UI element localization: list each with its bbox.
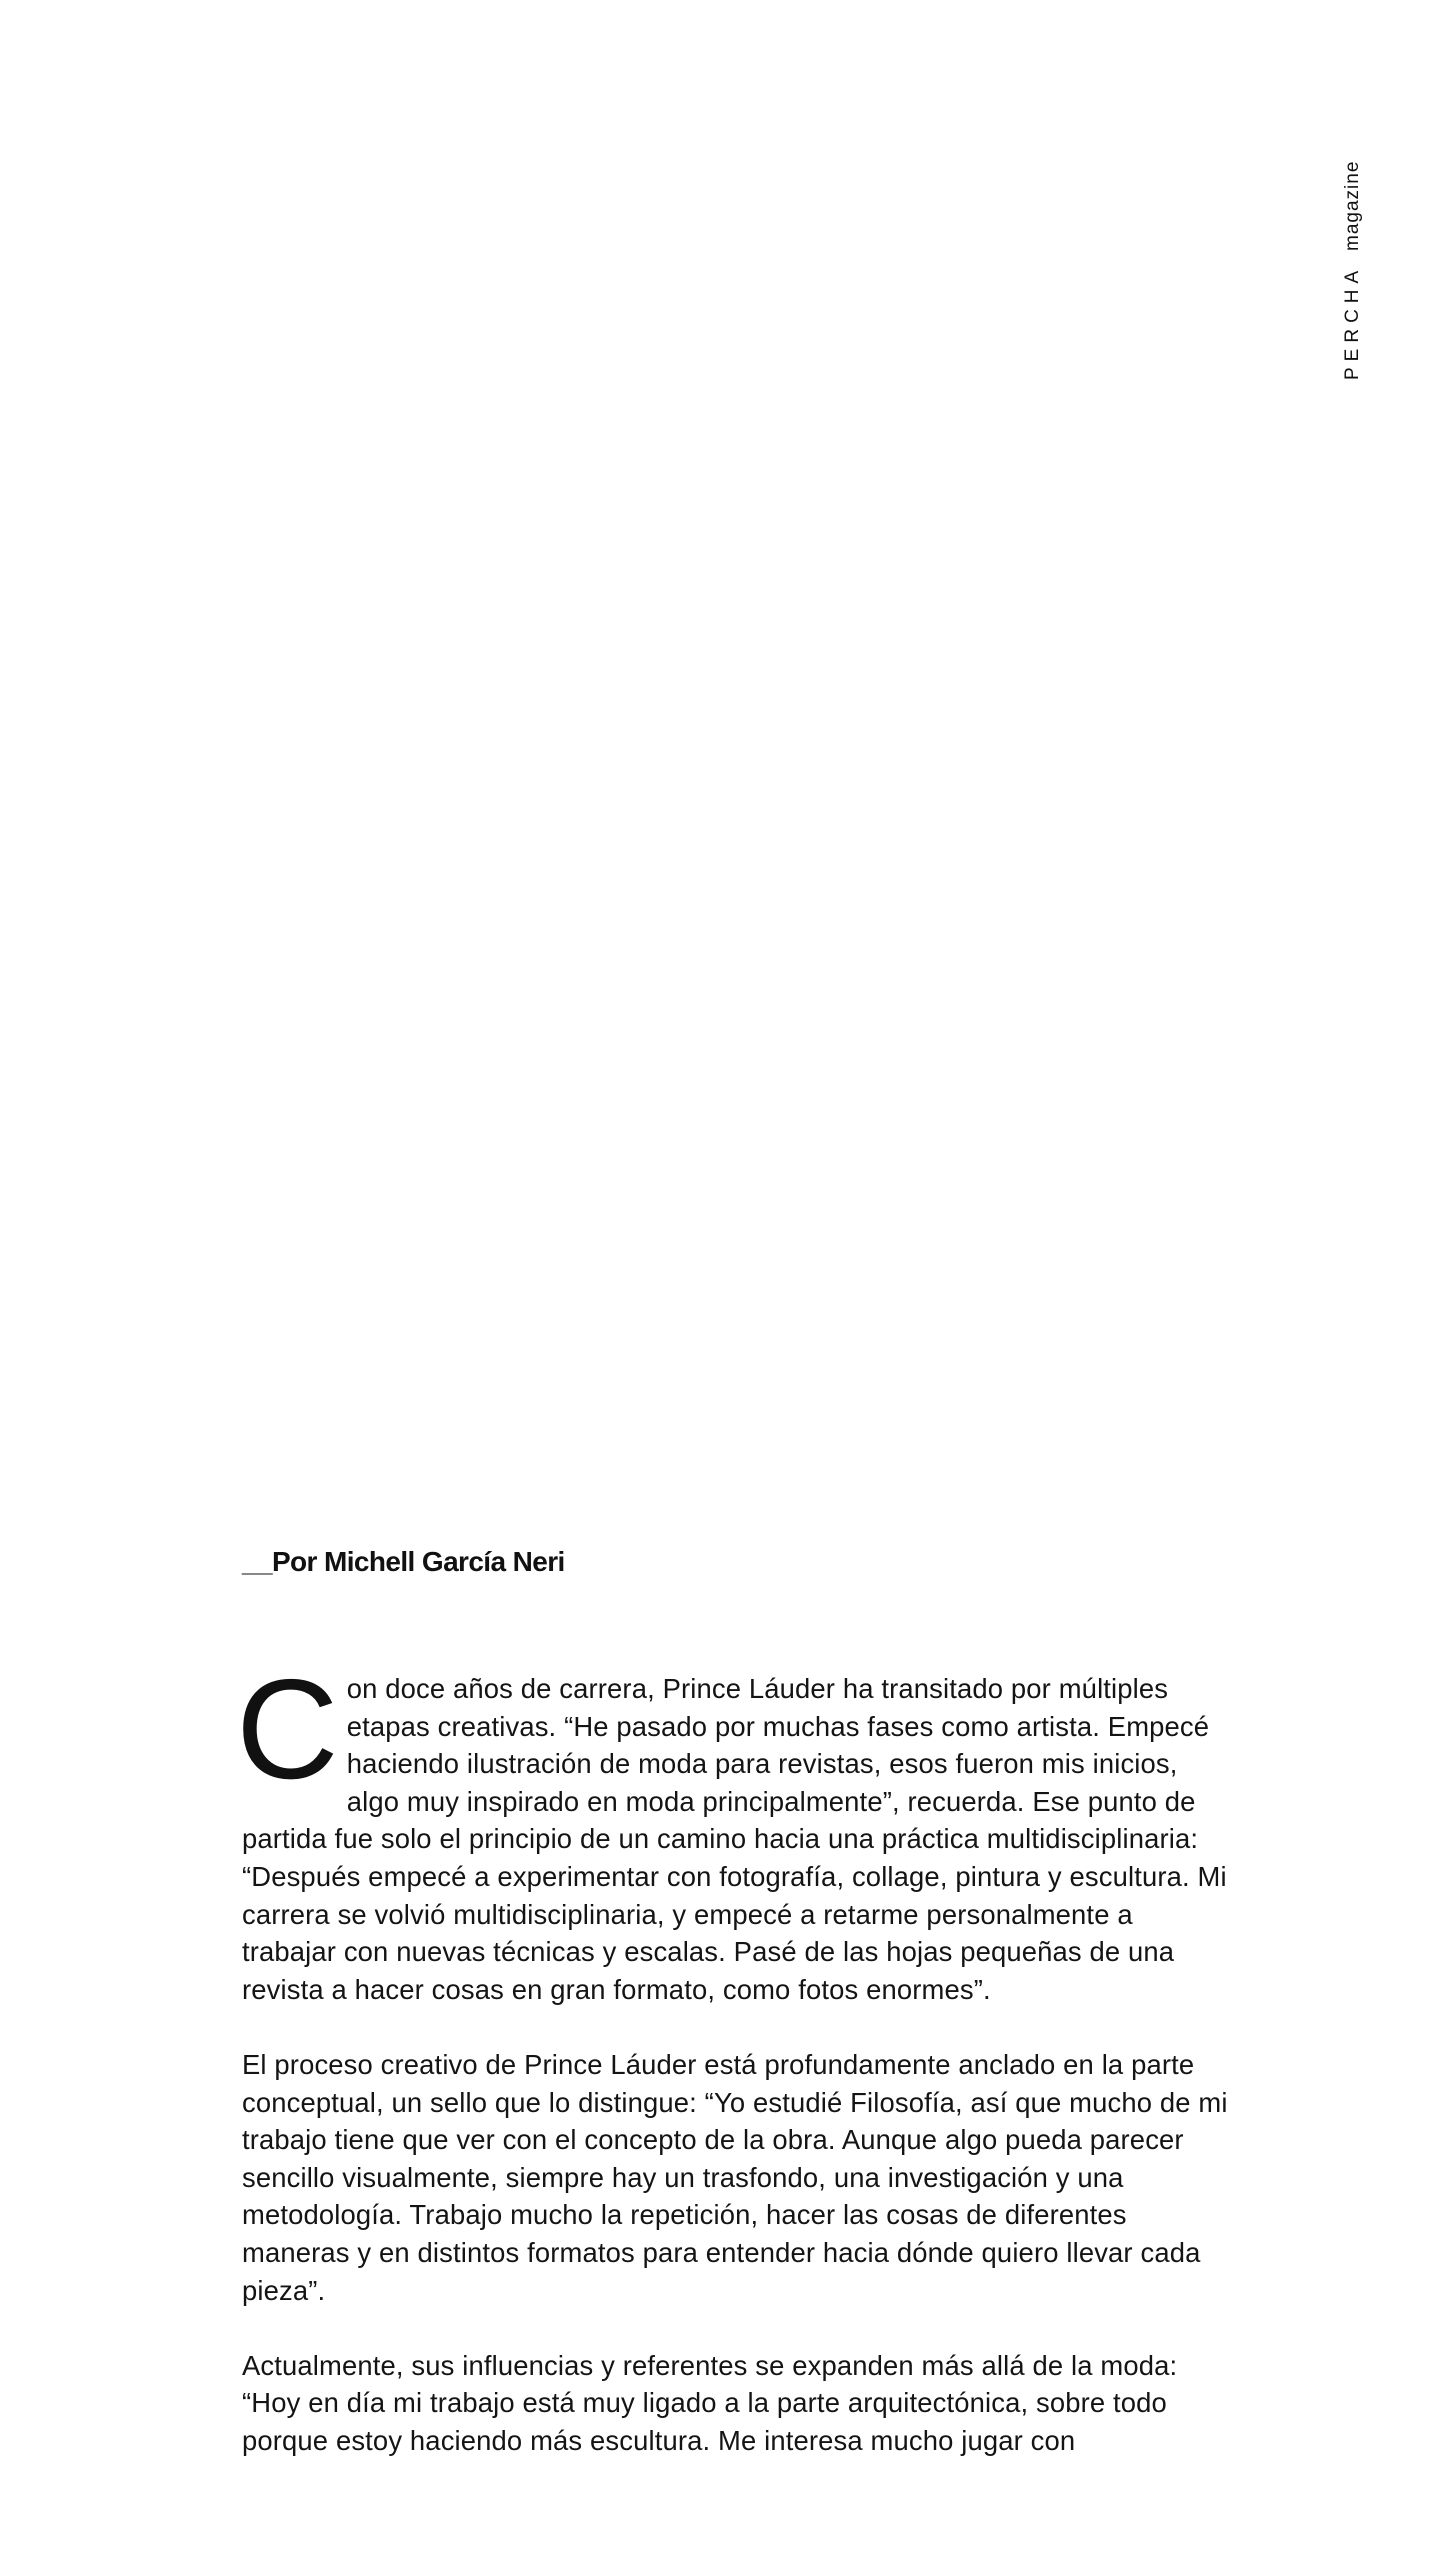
article-body [236, 1650, 1232, 2497]
article-byline: __Por Michell García Neri [242, 1546, 565, 1577]
paragraph-text: on doce años de carrera, Prince Láuder ha transitado por múltiples etapas creativas. “He pasado por muchas fases como artista. Empecé haciendo ilustración de moda para revistas, esos fueron mis inicios, algo muy inspirado en moda principalmente”, recuerda. Ese punto de partida fue solo el principio de un camino hacia una práctica multidisciplinaria: “Después empecé a experimentar con fotografía, collage, pintura y escultura. Mi carrera se volvió multidisciplinaria, y empecé a retarme personalmente a trabajar con nuevas técnicas y escalas. Pasé de las hojas pequeñas de una revista a hacer cosas en gran formato, como fotos enormes”. [242, 1673, 1227, 2005]
article-paragraph: El proceso creativo de Prince Láuder está profundamente anclado en la parte conceptual, un sello que lo distingue: “Yo estudié Filosofía, así que mucho de mi trabajo tiene que ver con el concepto de la obra. Aunque algo pueda parecer sencillo visualmente, siempre hay un trasfondo, una investigación y una metodología. Trabajo mucho la repetición, hacer las cosas de diferentes maneras y en distintos formatos para entender hacia dónde quiero llevar cada pieza”. [242, 2048, 1228, 2306]
article-paragraph: Actualmente, sus influencias y referentes se expanden más allá de la moda: “Hoy en día mi trabajo está muy ligado a la parte arquitectónica, sobre todo porque estoy haciendo más escultura. Me interesa mucho jugar con [242, 2349, 1178, 2456]
drop-cap: C [236, 1650, 339, 1809]
brand-logo[interactable] [1338, 140, 1368, 380]
article-paragraph [236, 1650, 1232, 2008]
brand-name: PERCHA [1342, 264, 1363, 380]
brand-subtitle: magazine [1342, 160, 1363, 251]
